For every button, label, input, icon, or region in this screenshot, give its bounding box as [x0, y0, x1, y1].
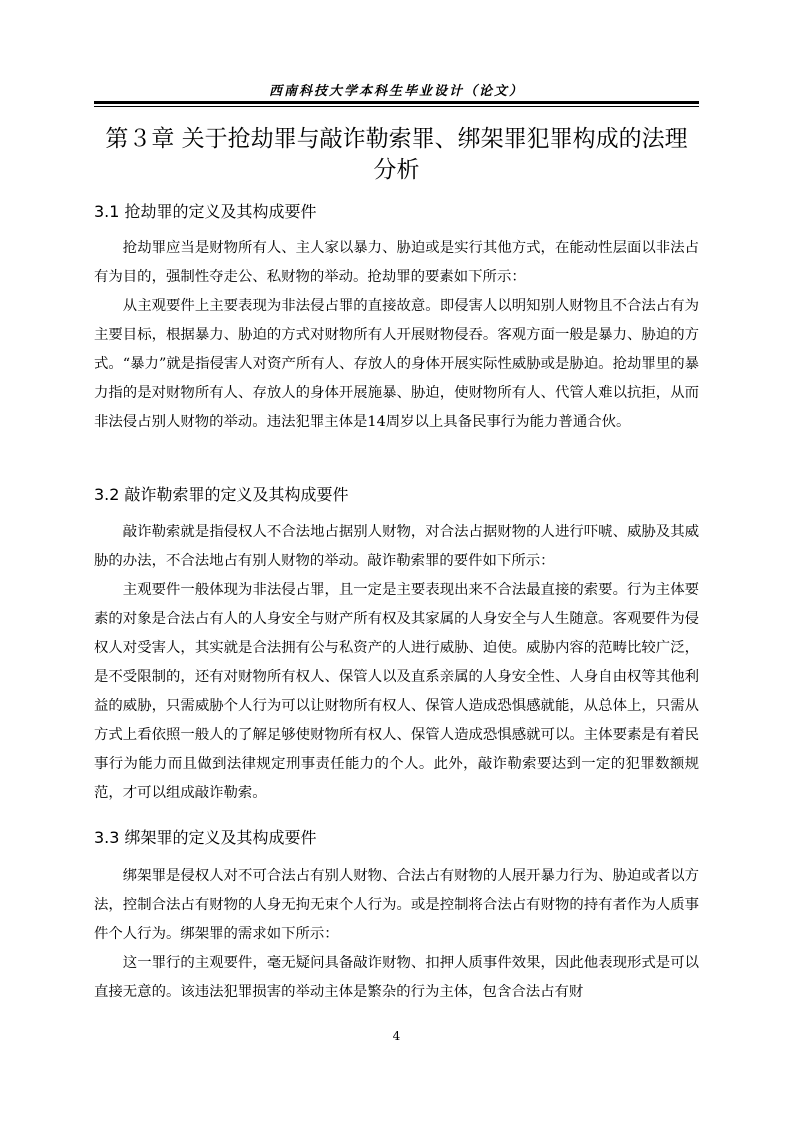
- header-rule-thin: [94, 106, 699, 107]
- chapter-title: 第３章 关于抢劫罪与敲诈勒索罪、绑架罪犯罪构成的法理分析: [105, 126, 688, 183]
- header-rule-thick: [94, 101, 699, 104]
- section-heading-3-3: 3.3 绑架罪的定义及其构成要件: [94, 828, 317, 847]
- paragraph-3-2-2: 主观要件一般体现为非法侵占罪，且一定是主要表现出来不合法最直接的索要。行为主体要素的对象是合法占有人的人身安全与财产所有权及其家属的人身安全与人生随意。客观要件为侵权人对受害人，其实就是合法拥有公与私资产的人进行威胁、迫使。威胁内容的范畴比较广泛，是不受限制的，还有对财物所有权人、保管人以及直系亲属的人身安全性、人身自由权等其他利益的威胁，只需威胁个人行为可以让财物所有权人、保管人造成恐惧感就能，从总体上，只需从方式上看依照一般人的了解足够使财物所有权人、保管人造成恐惧感就可以。主体要素是有着民事行为能力而且做到法律规定刑事责任能力的个人。此外，敲诈勒索要达到一定的犯罪数额规范，才可以组成敲诈勒索。: [94, 582, 699, 801]
- page-number: 4: [392, 1029, 401, 1043]
- section-heading-3-1: 3.1 抢劫罪的定义及其构成要件: [94, 202, 317, 221]
- paragraph-3-3-2: 这一罪行的主观要件，毫无疑问具备敲诈财物、扣押人质事件效果，因此他表现形式是可以直接无意的。该违法犯罪损害的举动主体是繁杂的行为主体，包含合法占有财: [94, 955, 699, 1000]
- paragraph-3-1-2: 从主观要件上主要表现为非法侵占罪的直接故意。即侵害人以明知别人财物且不合法占有为主要目标，根据暴力、胁迫的方式对财物所有人开展财物侵吞。客观方面一般是暴力、胁迫的方式。“暴力”就是指侵害人对资产所有人、存放人的身体开展实际性威胁或是胁迫。抢劫罪里的暴力指的是对财物所有人、存放人的身体开展施暴、胁迫，使财物所有人、代管人难以抗拒，从而非法侵占别人财物的举动。违法犯罪主体是14周岁以上具备民事行为能力普通合伙。: [94, 298, 699, 430]
- running-header: 西南科技大学本科生毕业设计（论文）: [268, 84, 524, 99]
- section-heading-3-2: 3.2 敲诈勒索罪的定义及其构成要件: [94, 485, 349, 504]
- paragraph-3-3-1: 绑架罪是侵权人对不可合法占有别人财物、合法占有财物的人展开暴力行为、胁迫或者以方法，控制合法占有财物的人身无拘无束个人行为。或是控制将合法占有财物的持有者作为人质事件个人行为。绑架罪的需求如下所示：: [94, 868, 699, 942]
- paragraph-3-2-1: 敲诈勒索就是指侵权人不合法地占据别人财物，对合法占据财物的人进行吓唬、威胁及其威胁的办法，不合法地占有别人财物的举动。敲诈勒索罪的要件如下所示：: [94, 524, 699, 569]
- paragraph-3-1-1: 抢劫罪应当是财物所有人、主人家以暴力、胁迫或是实行其他方式，在能动性层面以非法占有为目的，强制性夺走公、私财物的举动。抢劫罪的要素如下所示：: [94, 240, 699, 285]
